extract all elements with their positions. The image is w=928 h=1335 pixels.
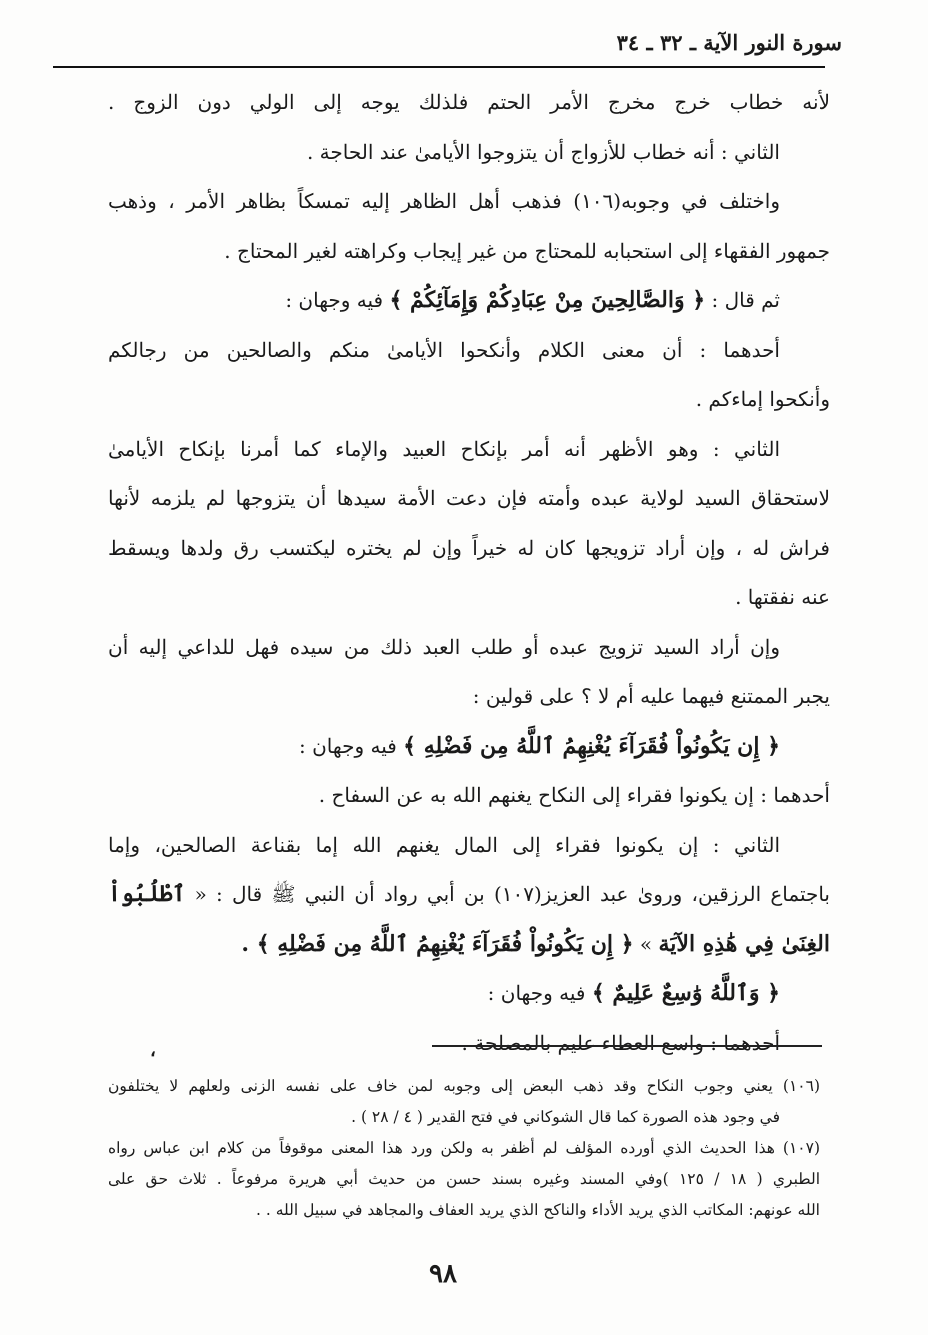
footnote-106-line-2 [108,1102,820,1133]
main-text [108,78,830,1068]
paragraph-10-line-2-text: باجتماع الرزقين، وروىٰ عبد العزيز(١٠٧) بن أبي رواد أن النبي ﷺ قال : « [185,882,830,906]
paragraph-7-line-2 [108,672,830,722]
paragraph-5-line-1-text: أحدهما : أن معنى الكلام وأنكحوا الأيامىٰ منكم والصالحين من رجالكم [108,337,780,362]
paragraph-2-text: الثاني : أنه خطاب للأزواج أن يتزوجوا الأيامىٰ عند الحاجة . [306,139,780,164]
paragraph-10-line-2 [108,870,830,920]
stray-mark: ، [150,1040,156,1061]
footnote-107-line-1 [108,1133,820,1164]
paragraph-3-line-2 [108,227,830,277]
footnote-106-line-2-text: في وجود هذه الصورة كما قال الشوكاني في فتح القدير ( ٤ / ٢٨ ) . [351,1108,780,1126]
paragraph-4 [108,276,830,326]
paragraph-6-line-3 [108,524,830,574]
footnotes [108,1071,820,1226]
paragraph-12-text: أحدهما : واسع العطاء عليم بالمصلحة . [461,1030,780,1055]
paragraph-8-outro: فيه وجهان : [299,733,404,758]
footnote-106-line-1-text: (١٠٦) يعني وجوب النكاح وقد ذهب البعض إلى وجوبه لمن خاف على نفسه الزنى ولعلهم لا يختلفون [108,1077,820,1095]
paragraph-6-line-1-text: الثاني : وهو الأظهر أنه أمر بإنكاح العبيد والإماء كما أمرنا بإنكاح الأيامىٰ [108,436,780,461]
quran-quote-4: ﴿ وَٱللَّهُ وَٰسِعٌ عَلِيمٌ ﴾ [591,980,780,1006]
paragraph-4-intro: ثم قال : [705,288,780,312]
paragraph-7-line-2-text: يجبر الممتنع فيهما عليه أم لا ؟ على قولين : [472,684,830,708]
paragraph-5-line-2 [108,375,830,425]
footnote-107-line-3 [108,1195,820,1226]
footnote-107-line-3-text: الله عونهم: المكاتب الذي يريد الأداء والناكح الذي يريد العفاف والمجاهد في سبيل الله . . [256,1201,820,1219]
paragraph-5-line-2-text: وأنكحوا إماءكم . [695,387,830,411]
paragraph-10-line-3 [108,920,830,970]
paragraph-1-text: لأنه خطاب خرج مخرج الأمر الحتم فلذلك يوجه إلى الولي دون الزوج . [108,90,830,114]
footnote-107-line-2 [108,1164,820,1195]
paragraph-7-line-1 [108,623,830,673]
footnote-107-line-2-text: الطبري ( ١٨ / ١٢٥ )وفي المسند وغيره بسند حسن من حديث أبي هريرة مرفوعاً . ثلاث حق على [108,1170,821,1188]
header-rule [53,66,825,68]
paragraph-9-text: أحدهما : إن يكونوا فقراء إلى النكاح يغنهم الله به عن السفاح . [318,783,830,807]
paragraph-12 [108,1019,830,1069]
paragraph-6-line-4-text: عنه نفقتها . [735,585,830,609]
paragraph-6-line-2-text: لاستحقاق السيد لولاية عبده وأمته فإن دعت الأمة سيدها أن يتزوجها لم يلزمه لأنها [108,486,830,510]
footnote-rule [432,1045,822,1047]
paragraph-6-line-3-text: فراش له ، وإن أراد تزويجها كان له خيراً وإن لم يختره ليكتسب رق ولدها ويسقط [108,535,830,560]
quran-quote-3: ﴿ إِن يَكُونُواْ فُقَرَآءَ يُغْنِهِمُ ٱللَّهُ مِن فَضْلِهِ ﴾ . [241,930,634,957]
paragraph-3-line-1-text: واختلف في وجوبه(١٠٦) فذهب أهل الظاهر إليه تمسكاً بظاهر الأمر ، وذهب [108,189,781,213]
hadith-quote-start: ٱطْلُبُواْ [108,881,186,907]
paragraph-4-outro: فيه وجهان : [285,288,390,312]
footnote-107-line-1-text: (١٠٧) هذا الحديث الذي أورده المؤلف لم أظفر به ولكن ورد هذا المعنى موقوفاً من كلام ابن عباس رواه [108,1139,820,1157]
hadith-quote-close: » [633,931,659,956]
paragraph-7-line-1-text: وإن أراد السيد تزويج عبده أو طلب العبد ذلك من سيده فهل للداعي إليه أن [108,634,780,659]
paragraph-2 [108,128,830,178]
paragraph-3-line-2-text: جمهور الفقهاء إلى استحبابه للمحتاج من غير إيجاب وكراهته لغير المحتاج . [224,238,830,263]
footnote-106-line-1 [108,1071,820,1102]
paragraph-3-line-1 [108,177,830,227]
page-number: ٩٨ [429,1259,457,1289]
paragraph-10-line-1 [108,821,830,871]
paragraph-5-line-1 [108,326,830,376]
quran-quote-2: ﴿ إِن يَكُونُواْ فُقَرَآءَ يُغْنِهِمُ ٱللَّهُ مِن فَضْلِهِ ﴾ [403,732,780,759]
paragraph-11-outro: فيه وجهان : [487,981,592,1005]
hadith-quote-end: الغِنَىٰ فِي هَٰذِهِ الآيَة [658,930,830,957]
paragraph-1 [108,78,830,128]
running-header: سورة النور الآية ـ ٣٢ ـ ٣٤ [616,30,842,55]
paragraph-11 [108,969,830,1019]
paragraph-6-line-2 [108,474,830,524]
paragraph-6-line-4 [108,573,830,623]
paragraph-8 [108,722,830,772]
paragraph-6-line-1 [108,425,830,475]
paragraph-10-line-1-text: الثاني : إن يكونوا فقراء إلى المال يغنهم الله إما بقناعة الصالحين، وإما [108,832,780,857]
paragraph-9 [108,771,830,821]
quran-quote-1: ﴿ وَالصَّالِحِينَ مِنْ عِبَادِكُمْ وَإِمَآئِكُمْ ﴾ [389,287,706,313]
